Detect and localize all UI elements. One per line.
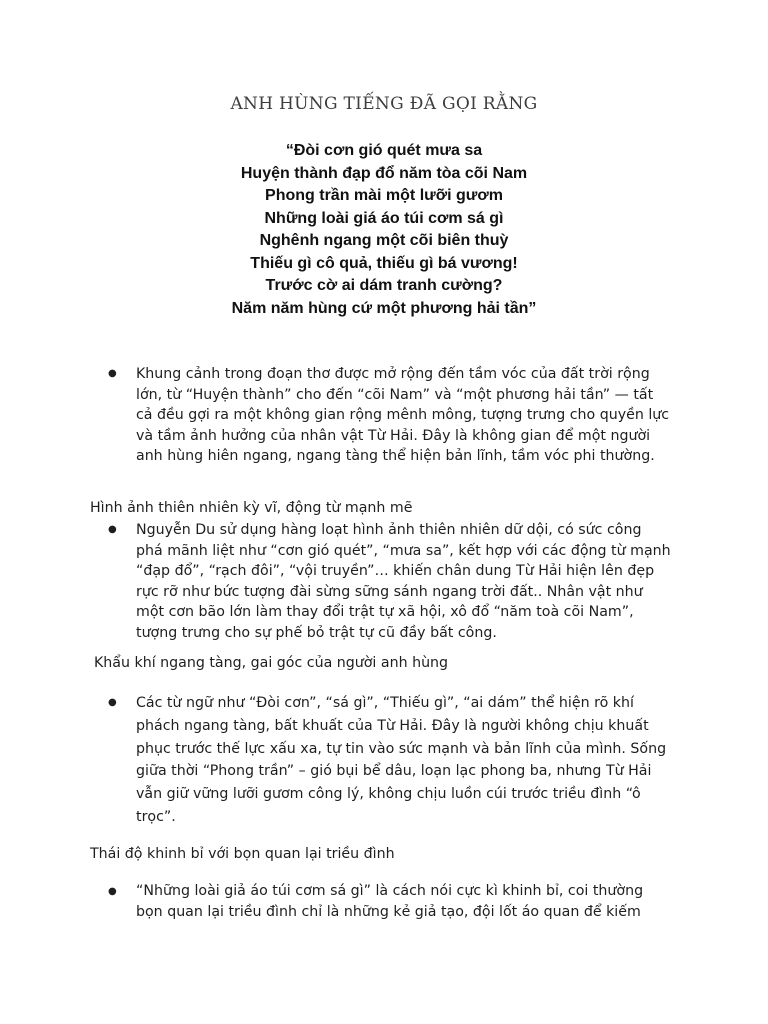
bullet-icon: ●	[108, 886, 117, 897]
list-item-text: Nguyễn Du sử dụng hàng loạt hình ảnh thiên nhiên dữ dội, có sức công phá mãnh liệt như “cơn gió quét”, “mưa sa”, kết hợp với các động từ mạnh “đạp đổ”, “rạch đôi”, “vội truyền”… khiến chân dung Từ Hải hiện lên đẹp rực rỡ như bức tượng đài sừng sững sánh ngang trời đất.. Nhân vật như một cơn bão lớn làm thay đổi trật tự xã hội, xô đổ “năm toà cõi Nam”, tượng trưng cho sự phế bỏ trật tự cũ đầy bất công.	[136, 522, 671, 641]
list-item	[108, 364, 672, 467]
section-heading: Thái độ khinh bỉ với bọn quan lại triều đình	[90, 846, 395, 862]
page-title: ANH HÙNG TIẾNG ĐÃ GỌI RẰNG	[230, 94, 538, 114]
bullet-icon: ●	[108, 368, 117, 379]
section-heading: Khẩu khí ngang tàng, gai góc của người anh hùng	[94, 655, 449, 671]
bullet-icon: ●	[108, 524, 117, 535]
list-item	[108, 692, 672, 829]
poem-block	[0, 140, 768, 320]
section-heading: Hình ảnh thiên nhiên kỳ vĩ, động từ mạnh mẽ	[90, 500, 413, 516]
poem-line: Huyện thành đạp đổ năm tòa cõi Nam	[240, 164, 528, 182]
poem-line: Phong trần mài một lưỡi gươm	[265, 187, 503, 204]
bullet-icon: ●	[108, 697, 117, 708]
poem-line: Những loài giá áo túi cơm sá gì	[264, 209, 504, 227]
list-item-text: “Những loài giả áo túi cơm sá gì” là cách nói cực kì khinh bỉ, coi thường bọn quan lại triều đình chỉ là những kẻ giả tạo, đội lốt áo quan để kiếm	[136, 883, 644, 920]
poem-line: Trước cờ ai dám tranh cường?	[265, 277, 503, 294]
list-item	[108, 881, 672, 923]
list-item-text: Khung cảnh trong đoạn thơ được mở rộng đến tầm vóc của đất trời rộng lớn, từ “Huyện thành” cho đến “cõi Nam” và “một phương hải tần” — tất cả đều gợi ra một không gian rộng mênh mông, tượng trưng cho quyền lực và tầm ảnh hưởng của nhân vật Từ Hải. Đây là không gian để một người anh hùng hiên ngang, ngang tàng thể hiện bản lĩnh, tầm vóc phi thường.	[136, 366, 670, 465]
poem-line: Nghênh ngang một cõi biên thuỳ	[259, 232, 509, 249]
list-item	[108, 520, 672, 644]
poem-line: Thiếu gì cô quả, thiếu gì bá vương!	[250, 254, 518, 272]
poem-line: “Đòi cơn gió quét mưa sa	[285, 142, 483, 159]
list-item-text: Các từ ngữ như “Đòi cơn”, “sá gì”, “Thiếu gì”, “ai dám” thể hiện rõ khí phách ngang tàng, bất khuất của Từ Hải. Đây là người không chịu khuất phục trước thế lực xấu xa, tự tin vào sức mạnh và bản lĩnh của mình. Sống giữa thời “Phong trần” – gió bụi bể dâu, loạn lạc phong ba, nhưng Từ Hải vẫn giữ vững lưỡi gươm công lý, không chịu luồn cúi trước triều đình “ô trọc”.	[136, 695, 667, 825]
poem-line: Năm năm hùng cứ một phương hải tần”	[231, 299, 537, 317]
